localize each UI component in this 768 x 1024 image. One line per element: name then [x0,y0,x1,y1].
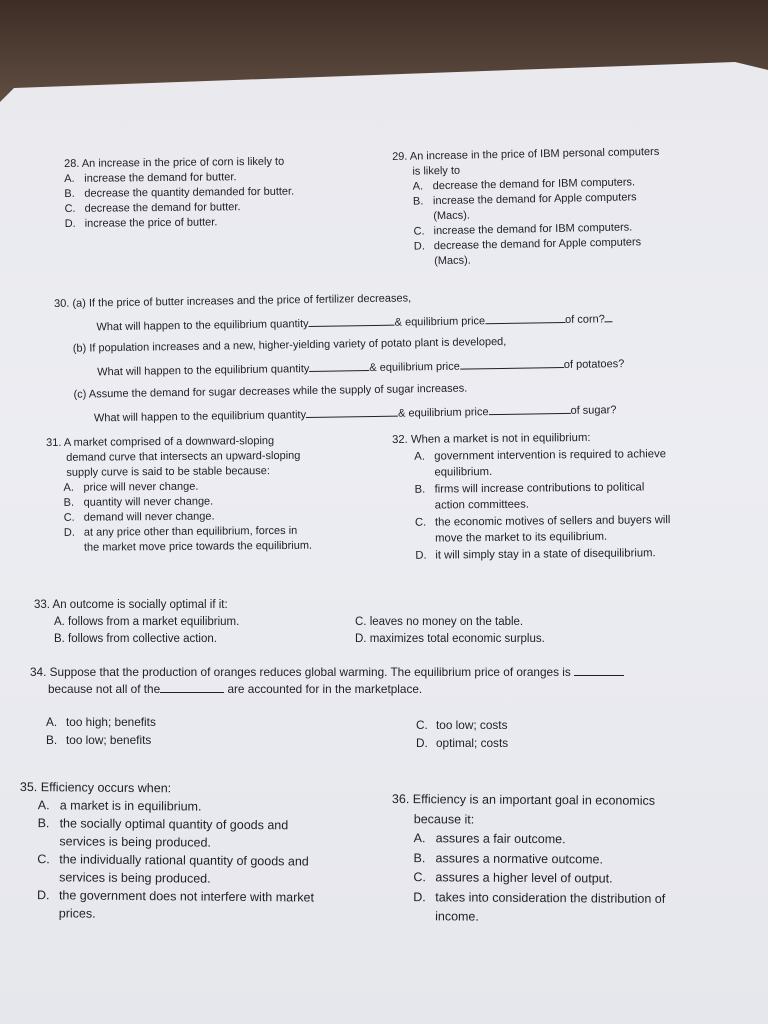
option-b: B. follows from collective action. [54,632,217,645]
option-d: D. at any price other than equilibrium, forces in the market move price towards the equilibrium. [63,524,313,554]
option-c: C. increase the demand for IBM computers. [413,221,633,238]
option-a: A. increase the demand for butter. [64,171,237,185]
option-c: C. leaves no money on the table. [355,615,524,628]
option-b: B. the socially optimal quantity of goods and services is being produced. [37,816,289,850]
option-a: A. price will never change. [63,480,199,494]
option-b: B. firms will increase contributions to political action committees. [414,480,645,512]
question-30b-prompt: What will happen to the equilibrium quantity & equilibrium price of potatoes? [55,354,695,381]
option-d: D. increase the price of butter. [64,216,218,230]
question-32 [392,429,671,564]
question-33 [34,597,594,648]
question-stem: 34. Suppose that the production of oranges reduces global warming. The equilibrium price of oranges is [30,664,730,681]
option-d: D. the government does not interfere with market prices. [36,888,315,921]
option-b: B. assures a normative outcome. [413,850,604,866]
question-30c-stem: (c) Assume the demand for sugar decreases while the supply of sugar increases. [73,382,468,401]
option-d: D. it will simply stay in a state of disequilibrium. [415,546,656,562]
question-31 [46,434,312,556]
option-d: D. takes into consideration the distribution of income. [413,889,666,924]
question-30c-prompt: What will happen to the equilibrium quantity & equilibrium price of sugar? [56,400,696,427]
question-35 [19,778,315,925]
option-a: A. follows from a market equilibrium. [54,615,240,628]
question-stem: 33. An outcome is socially optimal if it: [34,599,228,611]
question-stem-cont: is likely to [412,164,461,178]
question-stem: 32. When a market is not in equilibrium: [392,431,591,446]
question-30 [54,287,696,427]
option-a: A. assures a fair outcome. [413,831,566,847]
question-stem-cont: because not all of the are accounted for in the marketplace. [48,682,423,696]
question-stem: 36. Efficiency is an important goal in economics [391,791,656,808]
option-c: C. demand will never change. [63,510,215,524]
option-b: B. increase the demand for Apple computers (Macs). [412,191,637,223]
option-b: B. too low; benefits [46,733,152,747]
option-c: C. the individually rational quantity of goods and services is being produced. [37,852,309,886]
option-c: C. too low; costs [416,718,508,732]
option-d: D. maximizes total economic surplus. [355,632,545,645]
option-a: A. decrease the demand for IBM computers. [412,176,636,193]
question-30a-prompt: What will happen to the equilibrium quantity & equilibrium price of corn? [54,309,694,336]
question-stem: 31. A market comprised of a downward-sloping [46,435,275,449]
option-a: A. a market is in equilibrium. [37,798,202,814]
question-28 [64,155,295,232]
option-d: D. optimal; costs [416,736,509,750]
question-stem: 29. An increase in the price of IBM personal computers [392,145,660,163]
option-c: C. decrease the demand for butter. [64,201,241,215]
question-stem-cont: supply curve is said to be stable because: [66,465,270,479]
option-c: C. assures a higher level of output. [413,870,613,886]
question-30a-stem: 30. (a) If the price of butter increases and the price of fertilizer decreases, [54,292,412,310]
question-30b-stem: (b) If population increases and a new, higher-yielding variety of potato plant is developed, [72,335,507,355]
question-stem: 35. Efficiency occurs when: [19,779,172,796]
question-stem: 28. An increase in the price of corn is likely to [64,155,285,170]
question-36 [391,790,666,928]
question-34 [30,664,730,754]
question-stem-cont: demand curve that intersects an upward-sloping [66,449,301,464]
option-c: C. the economic motives of sellers and buyers will move the market to its equilibrium. [414,513,671,545]
option-b: B. decrease the quantity demanded for butter. [64,185,295,200]
option-a: A. government intervention is required to achieve equilibrium. [414,447,667,479]
option-a: A. too high; benefits [46,715,156,729]
option-d: D. decrease the demand for Apple computers (Macs). [413,236,642,268]
question-29 [392,145,661,270]
option-b: B. quantity will never change. [63,495,214,509]
question-stem-cont: because it: [413,811,475,827]
